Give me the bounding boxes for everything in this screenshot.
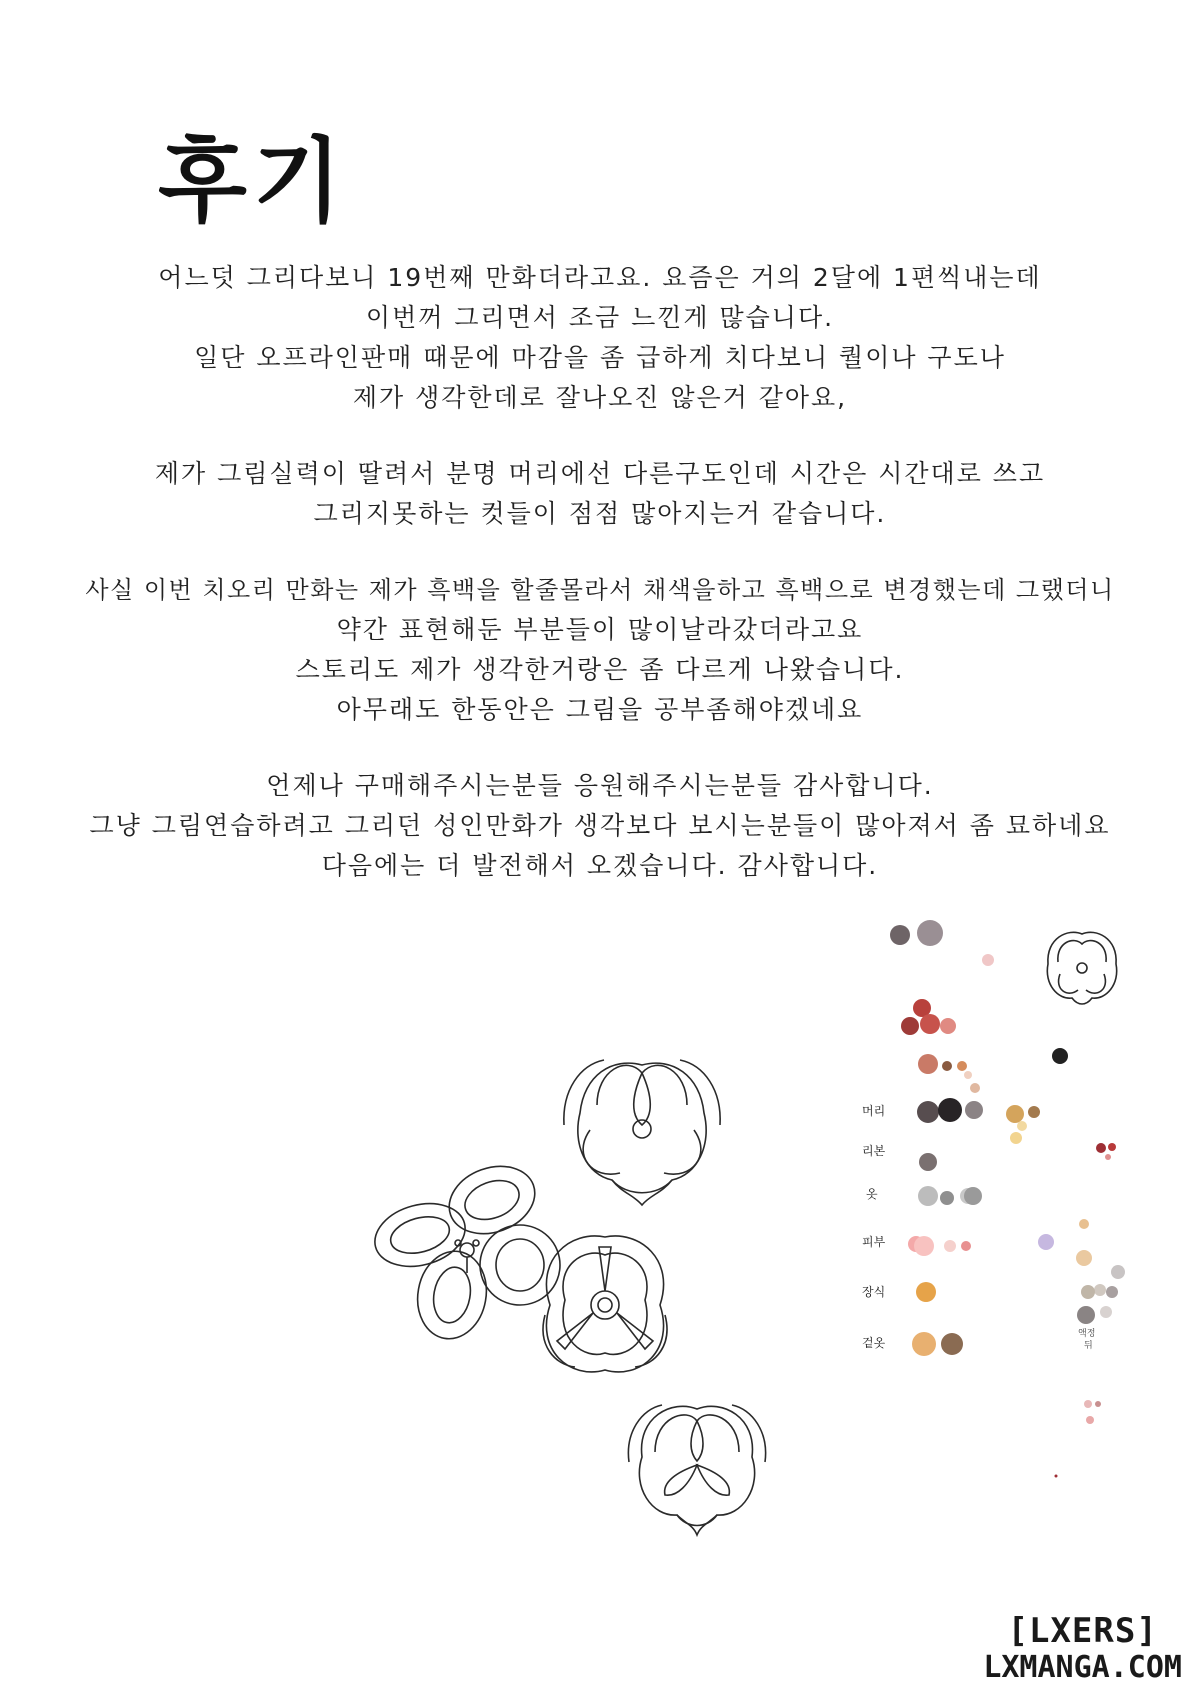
swatch (1096, 1143, 1106, 1153)
text-line: 다음에는 더 발전해서 오겠습니다. 감사합니다. (321, 851, 879, 880)
swatch (964, 1071, 972, 1079)
swatch (916, 1282, 936, 1302)
watermark-line-1: [LXERS] (1007, 1611, 1158, 1651)
swatch (917, 920, 943, 946)
text-line: 아무래도 한동안은 그림을 공부좀해야겠네요 (336, 695, 864, 724)
text-line: 일단 오프라인판매 때문에 마감을 좀 급하게 치다보니 퀄이나 구도나 (194, 343, 1006, 372)
swatch (942, 1061, 952, 1071)
swatch (912, 1332, 936, 1356)
swatch (940, 1191, 954, 1205)
swatch (944, 1240, 956, 1252)
text-line: 제가 생각한데로 잘나오진 않은거 같아요, (352, 383, 848, 412)
palette-note-line: 뒤 (1084, 1341, 1093, 1351)
text-line: 사실 이번 치오리 만화는 제가 흑백을 할줄몰라서 채색을하고 흑백으로 변경했는데 그랬더니 (85, 576, 1115, 604)
watermark (983, 1612, 1182, 1686)
swatch (1028, 1106, 1040, 1118)
swatch (1081, 1285, 1095, 1299)
swatch (920, 1014, 940, 1034)
swatch (1108, 1143, 1116, 1151)
swatch (919, 1153, 937, 1171)
swatch (982, 954, 994, 966)
swatch (941, 1333, 963, 1355)
swatch (890, 925, 910, 945)
swatch (917, 1101, 939, 1123)
swatch (1077, 1306, 1095, 1324)
swatch (957, 1061, 967, 1071)
palette-note-line: 액정 (1078, 1329, 1096, 1339)
text-line: 언제나 구매해주시는분들 응원해주시는분들 감사합니다. (266, 771, 934, 800)
swatch (965, 1101, 983, 1119)
swatch (918, 1054, 938, 1074)
swatch (1100, 1306, 1112, 1318)
swatch (1111, 1265, 1125, 1279)
swatch (1010, 1132, 1022, 1144)
text-line: 그리지못하는 컷들이 점점 많아지는거 같습니다. (313, 499, 887, 528)
text-line: 약간 표현해둔 부분들이 많이날라갔더라고요 (336, 615, 864, 644)
swatch (1006, 1105, 1024, 1123)
swatch (961, 1241, 971, 1251)
palette-label-hair: 머리 (862, 1104, 886, 1118)
swatch (1106, 1286, 1118, 1298)
swatch (1076, 1250, 1092, 1266)
watermark-line-2: LXMANGA.COM (983, 1650, 1182, 1685)
palette-label-skin: 피부 (862, 1235, 886, 1249)
swatch (914, 1236, 934, 1256)
swatch (1086, 1416, 1094, 1424)
palette-label-accessory: 장식 (862, 1285, 886, 1299)
page-title: 후기 (158, 128, 348, 235)
swatch (1052, 1048, 1068, 1064)
swatch (938, 1098, 962, 1122)
text-line: 제가 그림실력이 딸려서 분명 머리에선 다른구도인데 시간은 시간대로 쓰고 (154, 459, 1046, 488)
swatch (970, 1083, 980, 1093)
palette-label-outerwear: 겉옷 (862, 1336, 886, 1350)
text-line: 이번꺼 그리면서 조금 느낀게 많습니다. (365, 303, 835, 332)
palette-label-ribbon: 리본 (862, 1144, 886, 1158)
swatch (1105, 1154, 1111, 1160)
swatch (1038, 1234, 1054, 1250)
swatch (1094, 1284, 1106, 1296)
swatch (1095, 1401, 1101, 1407)
swatch (1055, 1475, 1058, 1478)
palette-label-clothes: 옷 (866, 1187, 878, 1201)
text-line: 스토리도 제가 생각한거랑은 좀 다르게 나왔습니다. (295, 655, 905, 684)
swatch (1017, 1121, 1027, 1131)
swatch (940, 1018, 956, 1034)
text-line: 그냥 그림연습하려고 그리던 성인만화가 생각보다 보시는분들이 많아져서 좀 묘하네요 (89, 811, 1111, 840)
swatch (964, 1187, 982, 1205)
swatch (918, 1186, 938, 1206)
swatch (901, 1017, 919, 1035)
swatch (1079, 1219, 1089, 1229)
text-line: 어느덧 그리다보니 19번째 만화더라고요. 요즘은 거의 2달에 1편씩내는데 (158, 263, 1042, 292)
swatch (1084, 1400, 1092, 1408)
